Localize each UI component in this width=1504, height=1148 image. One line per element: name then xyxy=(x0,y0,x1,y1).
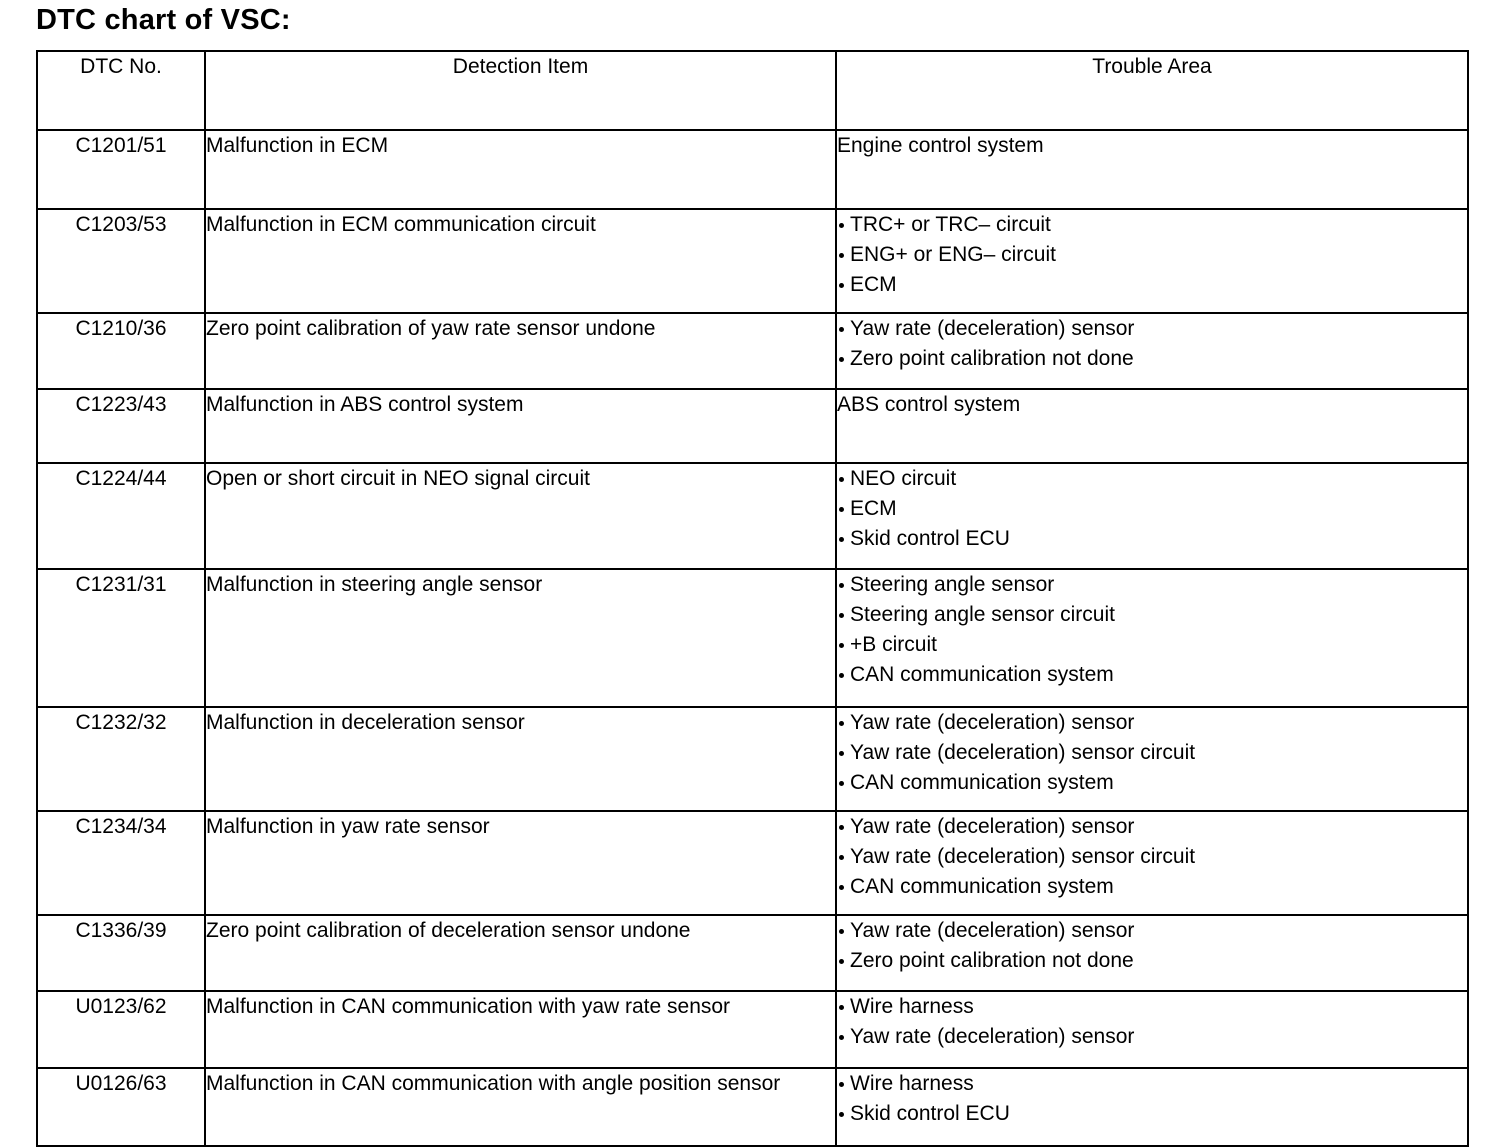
detection-item-cell: Malfunction in CAN communication with angle position sensor xyxy=(205,1068,836,1146)
trouble-area-item: Yaw rate (deceleration) sensor circuit xyxy=(837,738,1467,768)
trouble-area-cell xyxy=(836,130,1468,209)
trouble-area-list xyxy=(837,708,1467,798)
trouble-area-cell xyxy=(836,991,1468,1068)
trouble-area-list xyxy=(837,314,1467,374)
trouble-area-cell xyxy=(836,569,1468,707)
dtc-code-cell: C1232/32 xyxy=(37,707,205,811)
trouble-area-list xyxy=(837,916,1467,976)
trouble-area-item: Wire harness xyxy=(837,1069,1467,1099)
trouble-area-list xyxy=(837,210,1467,300)
detection-item-cell: Zero point calibration of deceleration sensor undone xyxy=(205,915,836,991)
detection-item-cell: Malfunction in ECM communication circuit xyxy=(205,209,836,313)
page-title: DTC chart of VSC: xyxy=(36,4,291,36)
table-body xyxy=(37,130,1468,1146)
trouble-area-cell xyxy=(836,811,1468,915)
trouble-area-item: TRC+ or TRC– circuit xyxy=(837,210,1467,240)
table-row xyxy=(37,313,1468,389)
detection-item-cell: Malfunction in steering angle sensor xyxy=(205,569,836,707)
detection-item-cell: Malfunction in yaw rate sensor xyxy=(205,811,836,915)
dtc-code-cell: C1203/53 xyxy=(37,209,205,313)
trouble-area-item: Zero point calibration not done xyxy=(837,344,1467,374)
dtc-code-cell: C1231/31 xyxy=(37,569,205,707)
trouble-area-item: CAN communication system xyxy=(837,660,1467,690)
dtc-code-cell: C1201/51 xyxy=(37,130,205,209)
trouble-area-item: Skid control ECU xyxy=(837,524,1467,554)
trouble-area-list xyxy=(837,570,1467,690)
dtc-code-cell: C1210/36 xyxy=(37,313,205,389)
trouble-area-list xyxy=(837,464,1467,554)
trouble-area-cell xyxy=(836,463,1468,569)
trouble-area-item: Zero point calibration not done xyxy=(837,946,1467,976)
table-row xyxy=(37,991,1468,1068)
header-detection-item: Detection Item xyxy=(205,51,836,130)
trouble-area-list xyxy=(837,1069,1467,1129)
trouble-area-item: Yaw rate (deceleration) sensor xyxy=(837,916,1467,946)
detection-item-cell: Zero point calibration of yaw rate sensor undone xyxy=(205,313,836,389)
trouble-area-item: Yaw rate (deceleration) sensor xyxy=(837,1022,1467,1052)
trouble-area-text: Engine control system xyxy=(837,134,1044,157)
header-trouble-area: Trouble Area xyxy=(836,51,1468,130)
detection-item-cell: Malfunction in ECM xyxy=(205,130,836,209)
table-row xyxy=(37,389,1468,463)
trouble-area-item: ECM xyxy=(837,494,1467,524)
table-row xyxy=(37,569,1468,707)
trouble-area-cell xyxy=(836,313,1468,389)
trouble-area-item: Steering angle sensor circuit xyxy=(837,600,1467,630)
detection-item-cell: Open or short circuit in NEO signal circuit xyxy=(205,463,836,569)
trouble-area-item: Wire harness xyxy=(837,992,1467,1022)
detection-item-cell: Malfunction in CAN communication with yaw rate sensor xyxy=(205,991,836,1068)
table-row xyxy=(37,209,1468,313)
trouble-area-cell xyxy=(836,915,1468,991)
header-row xyxy=(37,51,1468,130)
table-header xyxy=(37,51,1468,130)
trouble-area-cell xyxy=(836,1068,1468,1146)
trouble-area-item: CAN communication system xyxy=(837,768,1467,798)
header-dtc-no: DTC No. xyxy=(37,51,205,130)
dtc-code-cell: C1224/44 xyxy=(37,463,205,569)
table-row xyxy=(37,707,1468,811)
table-row xyxy=(37,463,1468,569)
trouble-area-item: Skid control ECU xyxy=(837,1099,1467,1129)
table-row xyxy=(37,811,1468,915)
table-row xyxy=(37,1068,1468,1146)
trouble-area-cell xyxy=(836,209,1468,313)
dtc-table xyxy=(36,50,1469,1147)
dtc-code-cell: U0123/62 xyxy=(37,991,205,1068)
trouble-area-item: Yaw rate (deceleration) sensor circuit xyxy=(837,842,1467,872)
dtc-code-cell: C1336/39 xyxy=(37,915,205,991)
trouble-area-list xyxy=(837,992,1467,1052)
detection-item-cell: Malfunction in ABS control system xyxy=(205,389,836,463)
trouble-area-list xyxy=(837,812,1467,902)
trouble-area-item: Yaw rate (deceleration) sensor xyxy=(837,812,1467,842)
trouble-area-cell xyxy=(836,707,1468,811)
dtc-code-cell: C1234/34 xyxy=(37,811,205,915)
trouble-area-item: ENG+ or ENG– circuit xyxy=(837,240,1467,270)
trouble-area-item: Steering angle sensor xyxy=(837,570,1467,600)
dtc-code-cell: C1223/43 xyxy=(37,389,205,463)
trouble-area-item: Yaw rate (deceleration) sensor xyxy=(837,708,1467,738)
table-row xyxy=(37,130,1468,209)
trouble-area-item: CAN communication system xyxy=(837,872,1467,902)
table-row xyxy=(37,915,1468,991)
trouble-area-cell xyxy=(836,389,1468,463)
trouble-area-item: NEO circuit xyxy=(837,464,1467,494)
trouble-area-item: ECM xyxy=(837,270,1467,300)
trouble-area-item: Yaw rate (deceleration) sensor xyxy=(837,314,1467,344)
trouble-area-item: +B circuit xyxy=(837,630,1467,660)
dtc-code-cell: U0126/63 xyxy=(37,1068,205,1146)
detection-item-cell: Malfunction in deceleration sensor xyxy=(205,707,836,811)
trouble-area-text: ABS control system xyxy=(837,393,1021,416)
